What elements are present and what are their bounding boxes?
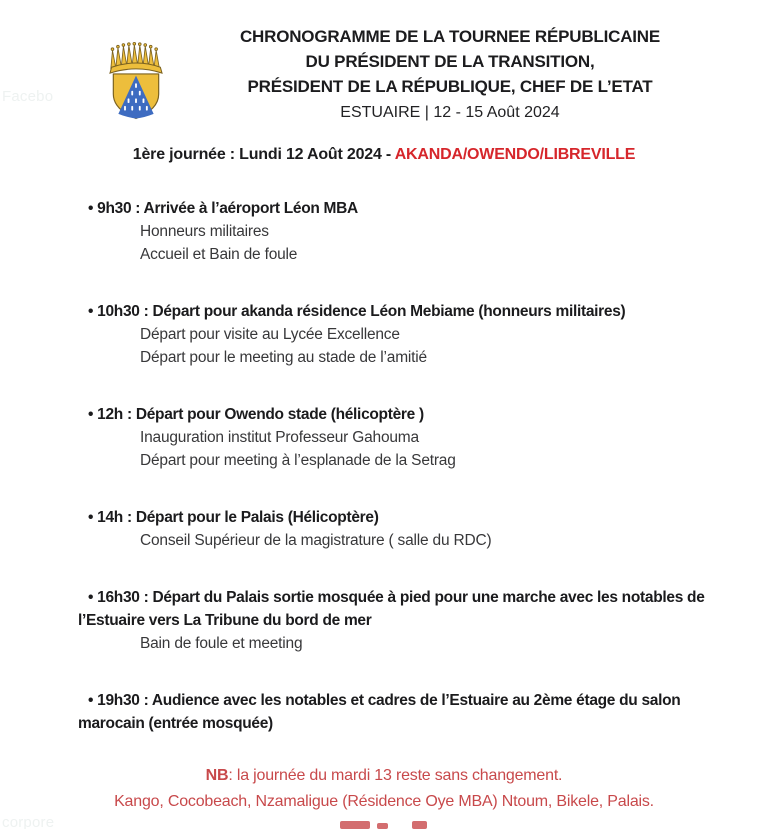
note-label: NB	[205, 767, 229, 784]
cutoff-text-fragment	[0, 820, 768, 829]
schedule-item-heading: • 9h30 : Arrivée à l’aéroport Léon MBA	[88, 200, 358, 217]
watermark-text: corpore	[2, 814, 55, 829]
schedule-item-heading: • 14h : Départ pour le Palais (Hélicoptère)	[88, 509, 379, 526]
header-subtitle: ESTUAIRE | 12 - 15 Août 2024	[340, 104, 560, 121]
watermark-text: Facebo	[2, 88, 54, 105]
schedule-item-detail: Conseil Supérieur de la magistrature ( salle du RDC)	[140, 532, 492, 549]
day-heading	[0, 146, 768, 164]
schedule-item-detail: Bain de foule et meeting	[140, 635, 303, 652]
schedule-list	[78, 197, 734, 769]
schedule-item-heading: • 10h30 : Départ pour akanda résidence Léon Mebiame (honneurs militaires)	[88, 303, 626, 320]
schedule-item-detail: Honneurs militaires	[140, 223, 269, 240]
schedule-item-detail: Départ pour meeting à l’esplanade de la Setrag	[140, 452, 456, 469]
note-line-2: Kango, Cocobeach, Nzamaligue (Résidence Oye MBA) Ntoum, Bikele, Palais.	[114, 793, 654, 810]
document-header	[140, 24, 760, 123]
schedule-item-detail: Départ pour visite au Lycée Excellence	[140, 326, 400, 343]
schedule-item	[78, 197, 734, 266]
schedule-item-detail: Départ pour le meeting au stade de l’amitié	[140, 349, 427, 366]
day-heading-date: 1ère journée : Lundi 12 Août 2024 -	[132, 146, 395, 163]
schedule-item-detail: Accueil et Bain de foule	[140, 246, 298, 263]
day-heading-locations: AKANDA/OWENDO/LIBREVILLE	[394, 146, 636, 163]
schedule-item	[78, 403, 734, 472]
title-line-3: PRÉSIDENT DE LA RÉPUBLIQUE, CHEF DE L’ETAT	[247, 77, 653, 96]
schedule-item	[78, 506, 734, 552]
schedule-item	[78, 586, 734, 655]
schedule-item-heading: • 16h30 : Départ du Palais sortie mosquée à pied pour une marche avec les notables de l’Estuaire vers La Tribune du bord de mer	[78, 589, 705, 629]
schedule-item	[78, 300, 734, 369]
note-line-1	[0, 763, 768, 789]
schedule-item-heading: • 12h : Départ pour Owendo stade (hélicoptère )	[88, 406, 424, 423]
note-text: : la journée du mardi 13 reste sans changement.	[228, 767, 563, 784]
schedule-item-heading: • 19h30 : Audience avec les notables et cadres de l’Estuaire au 2ème étage du salon marocain (entrée mosquée)	[78, 692, 681, 732]
note-footer	[0, 763, 768, 815]
title-line-1: CHRONOGRAMME DE LA TOURNEE RÉPUBLICAINE	[239, 27, 661, 46]
schedule-item-detail: Inauguration institut Professeur Gahouma	[140, 429, 419, 446]
schedule-item	[78, 689, 734, 735]
title-line-2: DU PRÉSIDENT DE LA TRANSITION,	[305, 52, 595, 71]
